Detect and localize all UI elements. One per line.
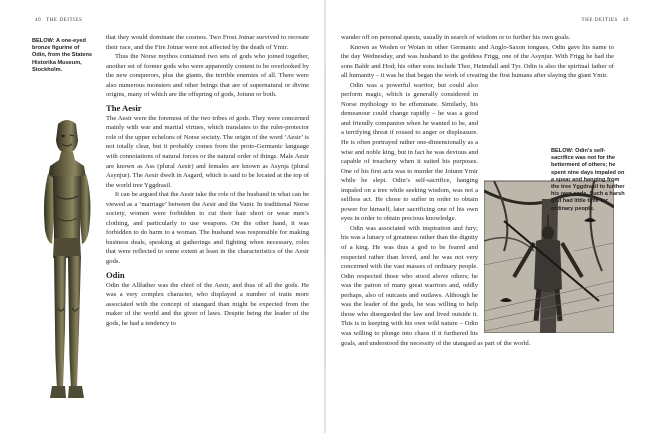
left-running-title: THE DEITIES [45, 18, 83, 23]
left-page-number: 40 [35, 18, 42, 23]
left-caption [32, 38, 94, 74]
right-paragraph-1: wander off on personal quests, usually in search of wisdom or to further his own goals. [341, 34, 571, 41]
right-caption-label: BELOW: [551, 148, 576, 154]
page-gutter [324, 0, 326, 433]
left-caption-label: BELOW: [32, 38, 56, 44]
right-wrap-paragraph-2: Odin was associated with inspiration and fury; his was a lunacy of greatness rather than the dignity of a king. He was thus a god to be feared and respected rather than loved, and he was not very concerned with the vast masses of ordinary people. Odin respected those who stood above others; he was the patron of many great warriors and, oddly perhaps, also of outcasts and outlaws. Although he was the leader of the gods, he was willing to help those who disregarded the law and lived outside it. This is in keeping with his own wild nature – Odin was willing to plunge into chaos if it furthered his goals, and understood the necessity of the utangard as part of the world. [341, 224, 531, 347]
odin-bronze-figurine-image [36, 118, 98, 418]
aesir-paragraph-1: The Aesir were the foremost of the two tribes of gods. They were concerned mainly with war and martial virtues, which translates to the ruler-protector role of the upper echelons of Norse society. The origin of the word ‘Aesir’ is not totally clear, but it probably comes from the proto-Germanic language with connotations of natural forces or the natural order of things. Male Aesir are known as Ass (plural Aesir) and females are known as Asynja (plural Asynjur). The Aesir dwelt in Asgard, which is said to be located at the top of the world tree Yggdrasil. [106, 114, 309, 189]
right-caption [551, 148, 627, 213]
left-caption-text: A one-eyed bronze figurine of Odin, from the Statens Historika Museum, Stockholm. [32, 38, 92, 73]
right-paragraph-2: Known as Woden or Wotan in other Germanic and Anglo-Saxon tongues, Odin gave his name to the day Wednesday, and was husband to the goddess Frigg, one of the Asynjur. With Frigg he had the sons Baldr and Hod; his other sons include Thor, Heimdall and Tyr. Odin is also the spiritual father of all humanity – it was he that began the work of creating the first humans after slaying the giant Ymir. [341, 43, 614, 80]
right-running-title: THE DEITIES [581, 18, 618, 23]
aesir-paragraph-2: It can be argued that the Aesir take the role of the husband in what can be viewed as a ‘marriage’ between the Aesir and the Vanir. In traditional Norse society, women were forbidden to cut their hair short or wear men’s clothing, and particularly to use weapons. On the other hand, it was forbidden to do harm to a woman. The husband was responsible for making business deals, speaking at gatherings and fighting when necessary, roles that were reflected to some extent at least in the characteristics of the Aesir gods. [106, 191, 309, 266]
aesir-heading: The Aesir [106, 102, 142, 113]
right-running-head [581, 18, 632, 23]
left-paragraph-2: Thus the Norse mythos contained two sets of gods who joined together, another set of former gods who were apparently content to be overlooked by the new conquerors, plus the giants, the terrible enemies of all. There were also numerous monsters and other beings that are of supernatural or divine origins, many of which are the offspring of gods, Jotunn or both. [106, 53, 309, 99]
right-wrap-paragraph-1: Odin was a powerful warrior, but could also perform magic, which is generally considered in Norse mythology to be effeminate. Similarly, his demeanour could change rapidly – he was a good and friendly companion when he wanted to be, and a terrifying threat if roused to anger or displeasure. He is often portrayed rather one-dimensionally as a wise and noble king, but in fact he was devious and capable of treachery when it suited his purposes. One of his first acts was to murder the Jotunn Ymir while he slept. Odin’s self-sacrifice, hanging impaled on a tree while seeking wisdom, was not a selfless act. He chose to suffer in order to obtain power for himself, later sacrificing one of his own eyes in order to obtain precious knowledge. [341, 81, 478, 223]
odin-paragraph: Odin the Allfather was the chief of the Aesir, and thus of all the gods. He was a very complex character, who displayed a number of traits more associated with the concept of utangard than might be expected from the maker of the world and the giver of laws. Despite being the leader of the gods, he had a tendency to [106, 281, 309, 327]
right-caption-text: Odin’s self-sacrifice was not for the betterment of others; he spent nine days impaled on a spear and hanging from the tree Yggdrasil to further his own ends. Such a harsh god had little time for ordinary people. [551, 148, 625, 212]
right-page-number: 49 [622, 18, 629, 23]
odin-heading: Odin [106, 269, 125, 280]
left-running-head [32, 18, 82, 23]
left-body-column [106, 33, 309, 328]
left-paragraph-1: that they would dominate the cosmos. Two Frost Jotnar survived to recreate their race, and the Fire Jotnar were not affected by the death of Ymir. [106, 34, 309, 51]
